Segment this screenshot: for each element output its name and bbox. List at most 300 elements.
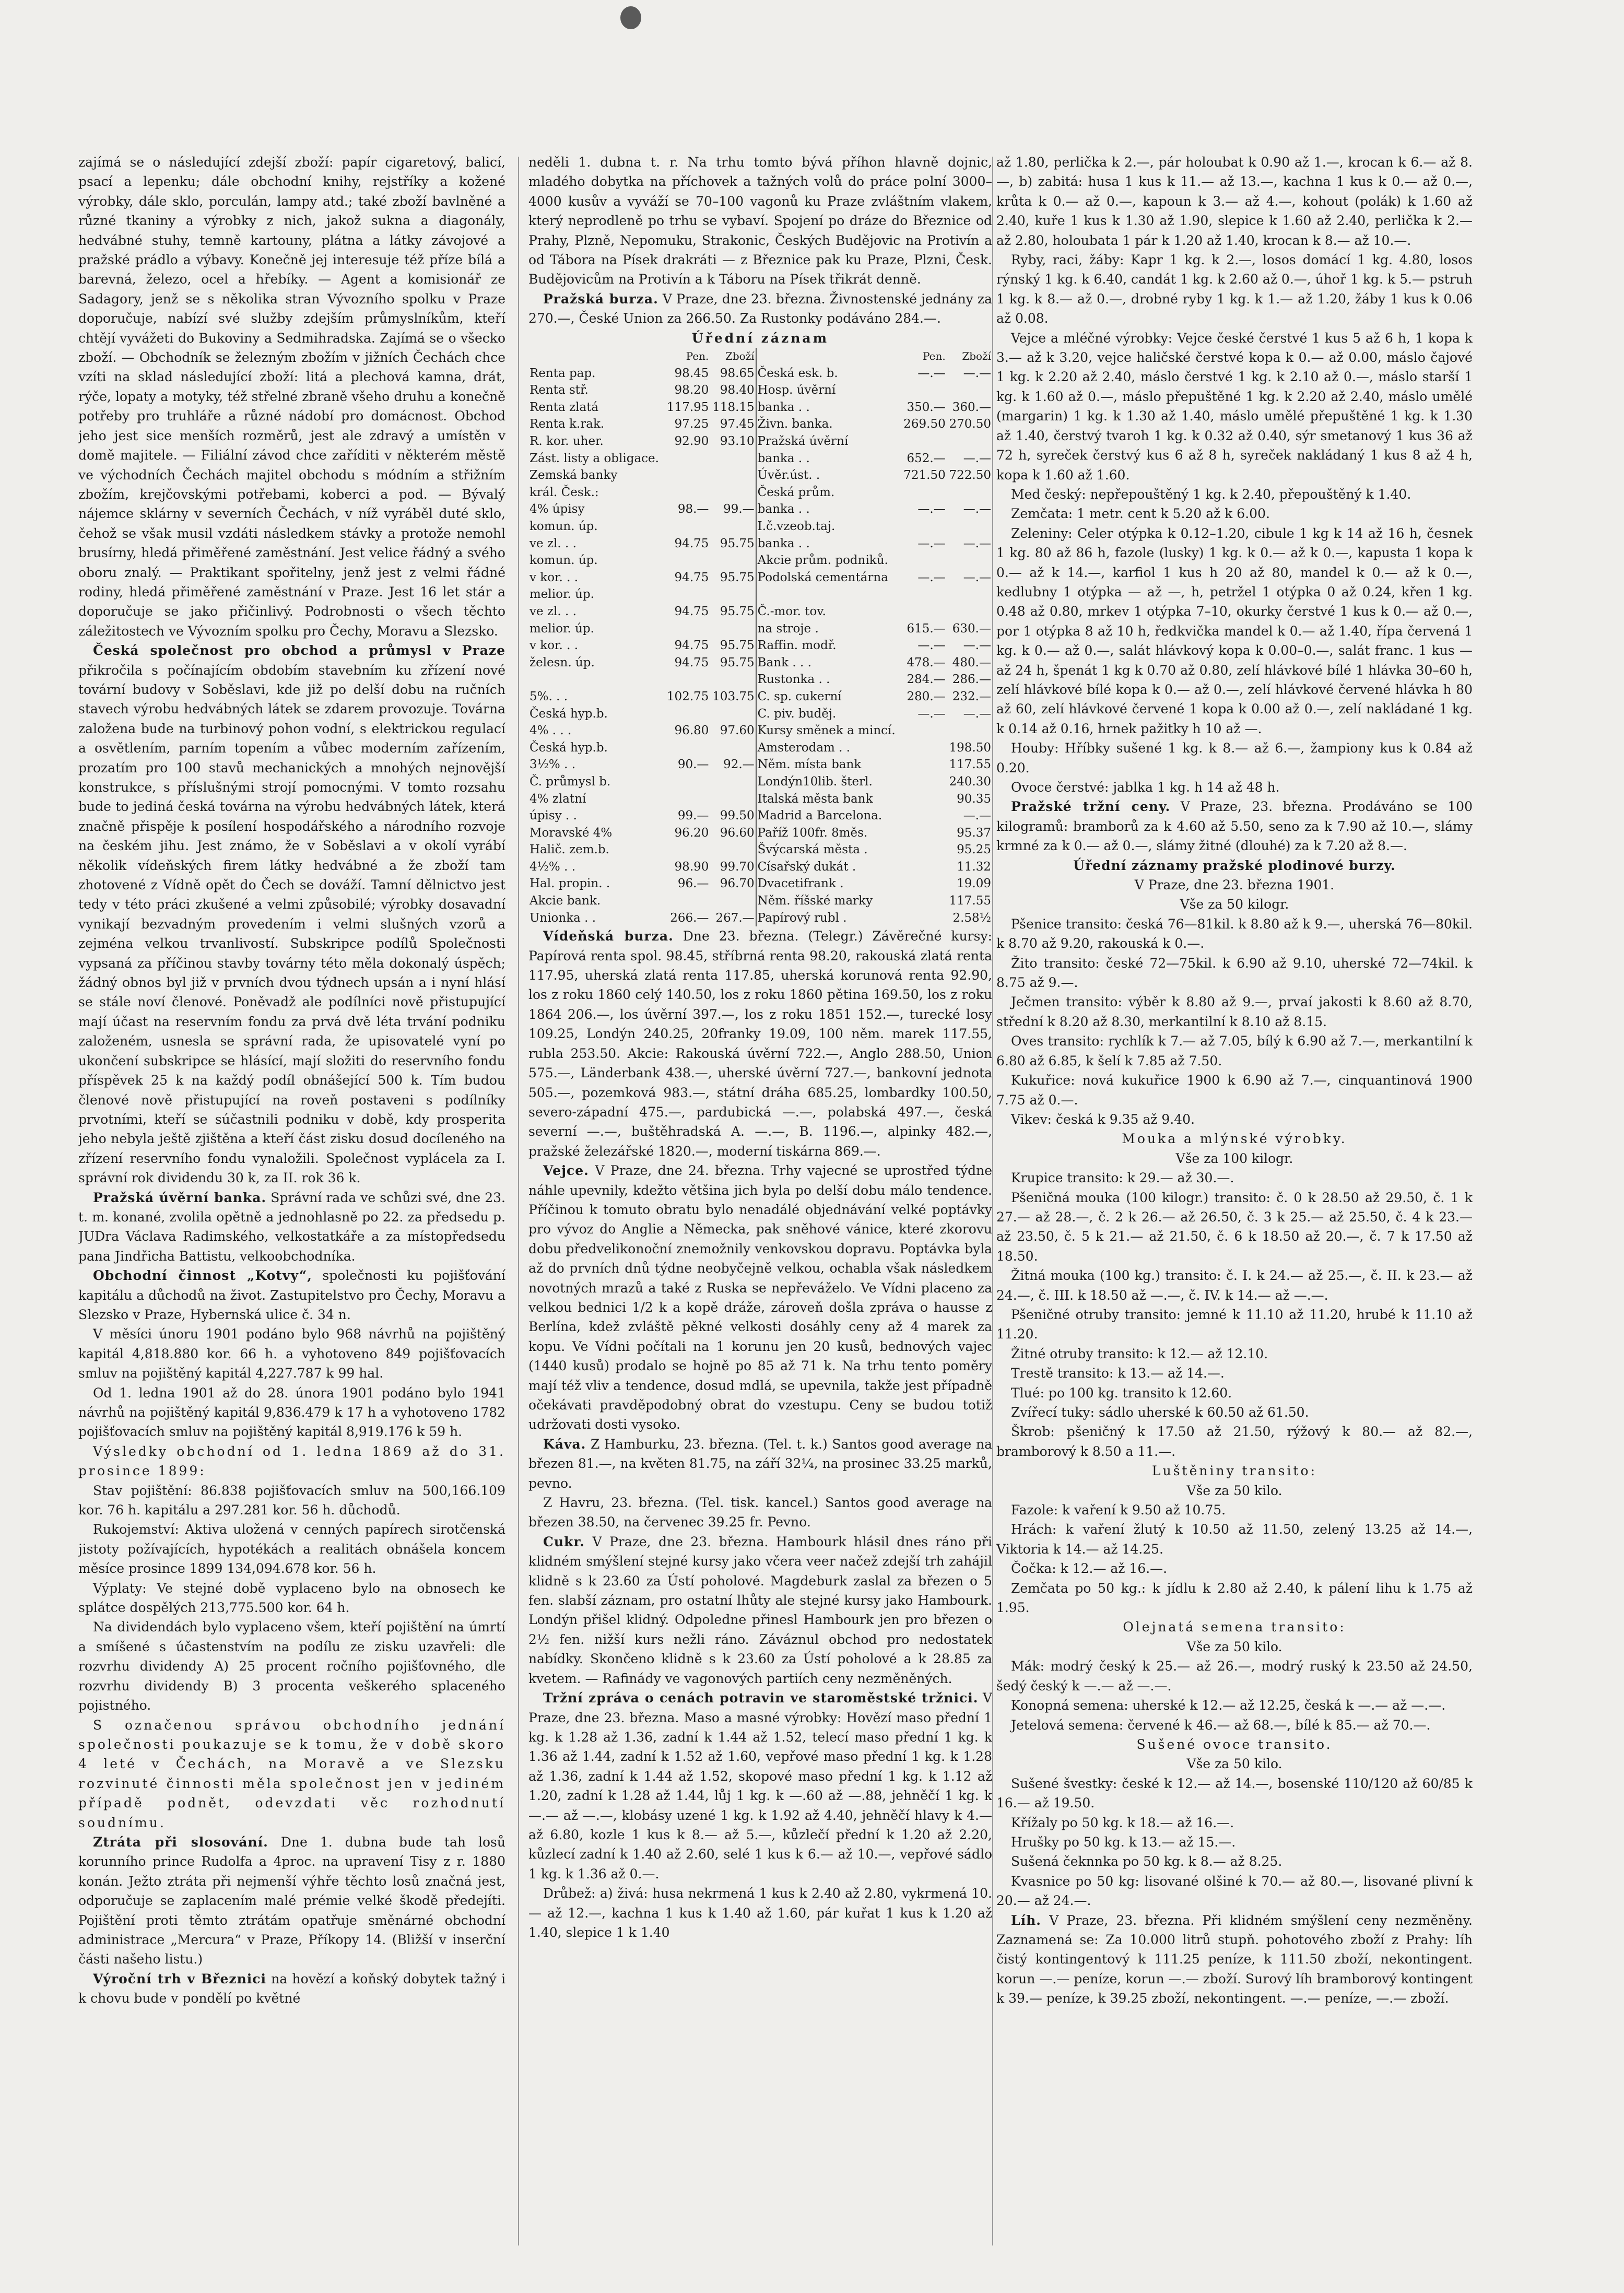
table-cell: —.—	[963, 570, 991, 584]
article-text: přikročila s počínajícím obdobím stavebním ku zřízení nové tovární budovy v Soběslavi, kde již po delší dobu na ručních stavech výrobu hedvábných látek se zdarem provozuje. Továrna založena bude na turbinový pohon vodní, s elektrickou regulací a osvětlením, parním topením a vůbec moderním zařízením, prozatím pro 100 stavů mechanických a mnohých nejnovější konstrukce, s příslušnými strojí pomocnými. V tomto rozsahu bude to jediná česká továrna na výrobu hedvábných látek, která značně přispěje k posílení hospodářského a národního rozvoje na českém jihu. Jest známo, že v Soběslavi a v okolí vyrábí několik vídeňských firem látky hedvábné a že zboží tam zhotovené z Vídně opět do Čech se dováží. Tamní dělnictvo jest tedy v této práci zkušené a velmi způsobilé; výrobky dosavadní vynikají bezvadným provedením i velmi slušných vzorů a zejména velkou trvanlivostí. Subskripce podílů Společnosti vypsaná za příčinou stavby továrny této měla dokonalý úspěch; žádný obnos byl již v prvních dvou týdnech upsán a i nyní hlásí se stále noví členové. Poněvadž ale podílníci nově přistupující mají účast na reservním fondu za prvá dvě léta trvání podniku založeném, usnesla se správní rada, že upisovatelé vyní po ukončení subskripce se hlásící, mají složiti do reservního fondu příspěvek 25 k na každý podíl obnášející 500 k. Tím budou členové nově přistupující na roveň postaveni s podílníky prvotními, kteří se súčastnili podniku v době, kdy prosperita jeho nebyla ještě zjištěna a kteří část zisku dosud docíleného na zřízení reservního fondu vynaložili. Společnost vyplácela za I. správní rok dividendu 30 k, za II. rok 36 k.	[78, 662, 505, 1186]
table-cell: Unionka . .	[529, 911, 596, 925]
table-row	[528, 671, 992, 688]
section-heading: Mouka a mlýnské výrobky.	[1122, 1131, 1347, 1147]
table-cell: —.—	[917, 707, 946, 721]
oats-prices: Oves transito: rychlík k 7.— až 7.05, bílý k 6.90 až 7.—, merkantilní k 6.80 až 6.85, k šelí k 7.85 až 7.50.	[996, 1033, 1473, 1068]
dateline: V Praze, dne 23. března 1901.	[1134, 877, 1335, 893]
poppy-prices: Mák: modrý český k 25.— až 26.—, modrý ruský k 23.50 až 24.50, šedý český k —.— až —.—.	[996, 1659, 1473, 1694]
table-cell: 103.75	[710, 688, 756, 705]
export-society-text: zajímá se o následující zdejší zboží: papír cigaretový, balicí, psací a lepenku; dále obchodní knihy, rejstříky a kožené výrobky, dále sklo, porculán, lampy atd.; také zboží bavlněné a různé tkaniny a výrobky z nich, jakož sukna a diagonály, hedvábné stuhy, temně kartouny, plátna a látky závojové a pražské prádlo a výbavy. Konečně jej interesuje též příze bílá a barevná, železo, ocel a hřebíky. — Agent a komisionář ze Sadagory, jenž se s několika stran Vývozního spolku v Praze doporučuje, nabízí své služby zdejším průmyslníkům, kteří chtějí vyvážeti do Bukoviny a Sedmihradska. Zajímá se o všecko zboží. — Obchodník se železným zbožím v jižních Čechách chce vzíti na sklad následující zboží: litá a plechová kamna, drát, rýče, lopaty a motyky, též střelné zbraně všeho druhu a konečně potřeby pro truhláře a různé nádobí pro domácnost. Obchod jeho jest sice menších rozměrů, jest ale zdravý a umístěn v domě majitele. — Filiální závod chce zaříditi v některém městě ve východních Čechách majitel obchodu s módním a střižním zbožím, krejčovskými potřebami, koberci a pod. — Bývalý nájemce sklárny v severních Čechách, v níž vyráběl duté sklo, čehož se však musil vzdáti následkem stávky a protože nemohl brusírny, hledá přiměřené zaměstnání. Jest velice řádný a svého oboru znalý. — Praktikant spořitelny, jenž jest z velmi řádné rodiny, hledá přiměřené zaměstnání v Praze. Jest 16 let stár a doporučuje se jako přičinlivý. Podrobnosti o všech těchto záležitostech ve Vývozním spolku pro Čechy, Moravu a Slezsko.	[78, 155, 505, 639]
fish-prices: Ryby, raci, žáby: Kapr 1 kg. k 2.—, losos domácí 1 kg. 4.80, losos rýnský 1 kg. k 6.40, candát 1 kg. k 2.60 až 0.—, úhoř 1 kg. k 5.— pstruh 1 kg. k 8.— až 0.—, drobné ryby 1 kg. k 1.— až 1.20, žáby 1 kus k 0.06 až 0.08.	[996, 252, 1473, 326]
table-cell: —.—	[963, 707, 991, 721]
table-cell	[710, 518, 756, 535]
table-cell: 94.75	[674, 536, 709, 550]
table-cell: 286.—	[952, 673, 991, 687]
article-paragraph: Drůbež: a) živá: husa nekrmená 1 kus k 2.40 až 2.80, vykrmená 10.— až 12.—, kachna 1 kus k 1.40 až 1.60, pár kuřat 1 kus k 1.20 až 1.40, slepice 1 k 1.40	[528, 1886, 992, 1940]
table-cell: Zást. listy a obligace.	[529, 451, 659, 465]
section-heading: Luštěniny transito:	[1152, 1463, 1317, 1479]
table-cell	[901, 586, 946, 603]
table-cell: 95.75	[710, 637, 756, 654]
table-cell: Bank . . .	[757, 655, 811, 669]
table-cell: 19.09	[957, 877, 991, 891]
article-text: V Praze, dne 23. března. Živnostenské jednány za 270.—, České Union za 266.50. Za Rustonky podáváno 284.—.	[528, 291, 992, 326]
column-2	[528, 152, 992, 2257]
table-cell: banka . .	[757, 400, 810, 414]
hemp-prices: Konopná semena: uherské k 12.— až 12.25, česká k —.— až —.—.	[1011, 1698, 1446, 1713]
table-cell: 240.30	[949, 774, 991, 789]
table-cell	[901, 518, 946, 535]
table-row	[528, 637, 992, 654]
article-paragraph: Od 1. ledna 1901 až do 28. února 1901 podáno bylo 1941 návrhů na pojištěný kapitál 9,836.479 k 17 h a vyhotoveno 1782 pojišťovacích smluv na pojištěný kapitál 8,919.176 k 59 h.	[78, 1385, 505, 1440]
article-paragraph: Z Havru, 23. března. (Tel. tisk. kancel.) Santos good average na březen 38.50, na červenec 39.25 fr. Pevno.	[528, 1495, 992, 1530]
clover-prices: Jetelová semena: červené k 46.— až 68.—, bílé k 85.— až 70.—.	[1011, 1717, 1431, 1733]
table-cell	[947, 586, 992, 603]
section-heading: Olejnatá semena transito:	[1123, 1619, 1346, 1635]
article-text: V Praze, dne 23. března. Hambourk hlásil dnes ráno při klidném smýšlení stejné kursy jako včera veer načež zdejší trh zahájil klidně s k 23.60 za Ústí poholové. Magdeburk zaslal za březen o 5 fen. slabší záznam, pro ostatní lhůty ale stejné kursy jako Hambourk. Londýn přišel klidný. Odpoledne přinesl Hambourk jen pro březen o 2½ fen. nižší kurs nežli ráno. Záváznul obchod pro nedostatek nabídky. Skončeno klidně s k 23.60 za Ústí poholové a k 28.85 za kvetem. — Rafinády ve vagonových partiích ceny nezměněných.	[528, 1534, 992, 1686]
table-cell	[710, 791, 756, 808]
table-cell: Něm. říšské marky	[757, 894, 873, 908]
table-cell	[710, 450, 756, 467]
table-cell: 96.70	[710, 875, 756, 892]
table-cell: 92.90	[674, 434, 709, 449]
table-cell: Č. průmysl b.	[529, 774, 611, 789]
article-text: V Praze, 23. března. Při klidném smýšlení ceny nezměněny. Zaznamená se: Za 10.000 litrů stupň. pohotového zboží z Prahy: líh čistý kontingentový k 111.25 peníze, k 111.50 zboží, nekontingent. korun —.— peníze, korun —.— zboží. Surový líh bramborový kontingent k 39.— peníze, k 39.25 zboží, nekontingent. —.— peníze, —.— zboží.	[996, 1912, 1473, 2006]
article-fair-continued: neděli 1. dubna t. r. Na trhu tomto bývá příhon hlavně dojnic, mladého dobytka na příchovek a tažných volů do práce polní 3000–4000 kusův a vyváží se 70–100 vagonů ku Praze zvláštním vlakem, který neprodleně po trhu se vybaví. Spojení po dráze do Březnice od Prahy, Plzně, Nepomuku, Strakonic, Českých Budějovic na Protivín a od Tábora na Písek drakráti — z Březnice pak ku Praze, Plzni, Česk. Budějovicům na Protivín a k Táboru na Písek třikrát denně.	[528, 155, 992, 287]
table-cell: 96.60	[710, 825, 756, 842]
table-cell	[710, 552, 756, 569]
wheat-prices: Pšenice transito: česká 76—81kil. k 8.80 až k 9.—, uherská 76—80kil. k 8.70 až 9.20, rakouská k 0.—.	[996, 916, 1473, 951]
article-paragraph: Výplaty: Ve stejné době vyplaceno bylo na obnosech ke splátce dospělých 213,775.500 kor. 64 h.	[78, 1580, 505, 1616]
article-spirits	[996, 1911, 1473, 2008]
table-row	[528, 892, 992, 910]
table-cell: Úvěr.úst. .	[757, 468, 820, 483]
article-paragraph: Rukojemství: Aktiva uložená v cenných papírech sirotčenská jistoty požívajících, hypotékách a realitách obnášela koncem měsíce prosince 1899 134,094.678 kor. 56 h.	[78, 1522, 505, 1577]
table-cell: Renta pap.	[529, 366, 596, 380]
table-cell: v kor. . .	[529, 639, 579, 653]
table-cell: Italská města bank	[757, 792, 873, 806]
table-cell: Moravské 4%	[529, 826, 613, 840]
table-cell: 98.40	[710, 382, 756, 399]
table-cell: 95.75	[710, 654, 756, 672]
table-cell: Dvacetifrank .	[757, 877, 844, 891]
table-header-cell: Zboží	[710, 348, 756, 365]
table-cell: C. sp. cukerní	[757, 689, 842, 703]
poultry-prices: až 1.80, perlička k 2.—, pár holoubat k 0.90 až 1.—, krocan k 6.— až 8.—, b) zabitá: husa 1 kus k 11.— až 13.—, kachna 1 kus k 0.— až 0.—, krůta k 0.— až 0.—, kapoun k 3.— až 4.—, kohout (polák) k 1.60 až 2.40, kuře 1 kus k 1.30 až 1.90, slepice k 1.60 až 2.40, perlička k 2.— až 2.80, holoubata 1 pár k 1.20 až 1.40, krocan k 8.— až 10.—.	[996, 155, 1473, 248]
table-header-cell: Pen.	[686, 350, 709, 363]
table-cell	[664, 892, 710, 910]
table-row	[528, 654, 992, 672]
table-cell: 95.75	[710, 569, 756, 586]
table-cell: 95.25	[957, 843, 991, 857]
table-cell: 270.50	[949, 417, 991, 431]
table-cell: —.—	[963, 639, 991, 653]
table-cell: Rustonka . .	[757, 673, 830, 687]
table-cell: 99.50	[710, 807, 756, 825]
table-row	[528, 552, 992, 569]
table-cell: 95.75	[710, 603, 756, 620]
article-text: Dne 23. března. (Telegr.) Závěrečné kursy: Papírová renta spol. 98.45, stříbrná renta 98.20, rakouská zlatá renta 117.95, uherská zlatá renta 117.85, uherská korunová renta 92.90, los z roku 1860 celý 140.50, los z roku 1860 pětina 169.50, los z roku 1864 206.—, los úvěrní 397.—, los z roku 1851 152.—, turecké losy 109.25, Londýn 240.25, 20franky 19.09, 100 něm. marek 117.55, rubla 253.50. Akcie: Rakouská úvěrní 722.—, Anglo 288.50, Union 575.—, Länderbank 438.—, uherské úvěrní 727.—, bankovní jednota 505.—, pozemková 983.—, státní dráha 685.25, lombardky 100.50, severo-západní 475.—, pardubická —.—, polabská 497.—, česká severní —.—, buštěhradská A. —.—, B. 1196.—, alpinky 482.—, pražské železářské 1820.—, moderní tiskárna 869.—.	[528, 928, 992, 1159]
table-cell: 102.75	[666, 689, 709, 703]
table-row	[528, 450, 992, 467]
table-cell: 94.75	[674, 639, 709, 653]
table-cell: Kursy směnek a mincí.	[757, 724, 896, 738]
table-cell: banka . .	[757, 502, 810, 516]
article-fair	[78, 1969, 505, 2008]
table-cell: 98.—	[677, 502, 709, 516]
table-cell: Živn. banka.	[757, 417, 833, 431]
table-cell: 4% úpisy	[529, 502, 585, 516]
table-header-cell: Pen.	[923, 350, 946, 363]
article-paragraph: S označenou správou obchodního jednání společnosti poukazuje se k tomu, že v době skoro 4 leté v Čechách, na Moravě a ve Slezsku rozvinuté činnosti měla společnost jen v jediném případě podnět, odevzdati věc rozhodnutí soudnímu.	[78, 1717, 505, 1830]
table-cell: —.—	[963, 366, 991, 380]
table-cell: 4% . . .	[529, 724, 572, 738]
table-cell: 93.10	[710, 433, 756, 450]
table-cell	[710, 484, 756, 501]
table-cell	[901, 825, 946, 842]
table-row	[528, 841, 992, 859]
table-cell: Zemská banky	[529, 468, 618, 483]
headline: Káva.	[543, 1436, 586, 1452]
starch-prices: Škrob: pšeničný k 17.50 až 21.50, rýžový k 80.— až 82.—, bramborový k 8.50 a 11.—.	[996, 1424, 1473, 1459]
semolina-prices: Krupice transito: k 29.— až 30.—.	[1011, 1170, 1234, 1186]
table-cell: Česká hyp.b.	[529, 740, 608, 755]
table-cell: 96.—	[677, 877, 709, 891]
punch-hole	[620, 6, 641, 29]
column-rule-1	[518, 157, 519, 2245]
table-row	[528, 756, 992, 773]
table-cell: Renta stř.	[529, 383, 589, 397]
table-header-cell	[756, 348, 901, 365]
article-kotva	[78, 1266, 505, 1324]
unit-note: Vše za 50 kilo.	[1186, 1483, 1282, 1498]
table-cell: 118.15	[710, 399, 756, 416]
table-cell: Císařský dukát .	[757, 860, 856, 874]
peas-prices: Hrách: k vaření žlutý k 10.50 až 11.50, zelený 13.25 až 14.—, Viktoria k 14.— až 14.25.	[996, 1522, 1473, 1557]
chicory-prices: Sušená čeknnka po 50 kg. k 8.— až 8.25.	[1011, 1854, 1282, 1869]
table-cell: komun. úp.	[529, 520, 598, 533]
table-cell: 615.—	[907, 621, 946, 636]
column-1	[78, 152, 505, 2257]
table-cell: 652.—	[907, 451, 946, 465]
barley-prices: Ječmen transito: výběr k 8.80 až 9.—, prvaí jakosti k 8.60 až 8.70, střední k 8.20 až 8.30, merkantilní k 8.10 až 8.15.	[996, 994, 1473, 1029]
table-cell: Hal. propin. .	[529, 877, 610, 891]
table-row	[528, 875, 992, 892]
table-cell: C. piv. buděj.	[757, 707, 837, 721]
table-row	[528, 382, 992, 399]
table-row	[528, 603, 992, 620]
table-row	[528, 399, 992, 416]
table-cell: král. Česk.:	[529, 485, 599, 499]
headline: Cukr.	[543, 1534, 585, 1549]
table-cell: Amsterodam . .	[757, 740, 851, 755]
beans-prices: Fazole: k vaření k 9.50 až 10.75.	[1011, 1502, 1226, 1518]
table-cell: 3½% . .	[529, 758, 576, 772]
table-cell	[664, 620, 710, 638]
table-cell: Česká prům.	[757, 485, 835, 499]
table-row	[528, 365, 992, 382]
table-cell	[664, 739, 710, 757]
headline: Ztráta při slosování.	[93, 1834, 268, 1850]
table-cell: Podolská cementárna	[757, 570, 888, 584]
table-cell	[901, 875, 946, 892]
article-bank-board	[78, 1188, 505, 1266]
table-row	[528, 484, 992, 501]
table-cell	[664, 552, 710, 569]
table-cell: 98.65	[710, 365, 756, 382]
table-row	[528, 501, 992, 518]
table-cell	[710, 705, 756, 723]
article-paragraph: Stav pojištění: 86.838 pojišťovacích smluv na 500,166.109 kor. 76 h. kapitálu a 297.281 kor. 56 h. důchodů.	[78, 1483, 505, 1518]
fruit-prices: Ovoce čerstvé: jablka 1 kg. h 14 až 48 h.	[1011, 780, 1280, 795]
table-cell	[947, 382, 992, 399]
table-cell: —.—	[963, 536, 991, 550]
table-cell: 721.50	[903, 468, 946, 483]
column-3	[996, 152, 1473, 2257]
table-cell: 96.20	[674, 826, 709, 840]
table-cell	[710, 467, 756, 484]
table-cell: 480.—	[952, 655, 991, 669]
article-paragraph: Výsledky obchodní od 1. ledna 1869 až do 31. prosince 1899:	[78, 1443, 505, 1479]
article-text: Z Hamburku, 23. března. (Tel. t. k.) Santos good average na březen 81.—, na květen 81.75, na září 32¼, na prosinec 33.25 marků, pevno.	[528, 1436, 992, 1491]
table-cell	[901, 841, 946, 859]
table-row	[528, 773, 992, 791]
article-market-report	[528, 1688, 992, 1884]
table-cell	[901, 603, 946, 620]
table-cell: Něm. místa bank	[757, 758, 862, 772]
article-text: V Praze, dne 23. března. Maso a masné výrobky: Hovězí maso přední 1 kg. k 1.28 až 1.36, zadní k 1.44 až 1.52, telecí maso přední 1 kg. k 1.36 až 1.44, zadní k 1.52 až 1.60, vepřové maso přední 1 kg. k 1.28 až 1.36, zadní k 1.44 až 1.52, skopové maso přední 1 kg. k 1.12 až 1.20, zadní k 1.28 až 1.44, lůj 1 kg. k —.60 až —.88, jehněčí 1 kg. k —.— až —.—, klobásy uzené 1 kg. k 1.92 až 4.40, jehněčí hlavy k 4.— až 6.80, kozle 1 kus k 8.— až 5.—, kůzlečí přední k 1.20 až 2.20, kůzlecí zadní k 1.40 až 2.60, selé 1 kus k 6.— až 10.—, vepřové sádlo 1 kg. k 1.36 až 0.—.	[528, 1690, 992, 1882]
wheat-flour-prices: Pšeničná mouka (100 kilogr.) transito: č. 0 k 28.50 až 29.50, č. 1 k 27.— až 28.—, č. 2 k 26.— až 26.50, č. 3 k 25.— až 25.50, č. 4 k 23.— až 23.50, č. 5 k 21.— až 21.50, č. 6 k 18.50 až 20.—, č. 7 k 17.50 až 18.50.	[996, 1190, 1473, 1264]
headline: Česká společnost pro obchod a průmysl v Praze	[93, 643, 505, 658]
table-cell: na stroje .	[757, 621, 819, 636]
tlue-prices: Tlué: po 100 kg. transito k 12.60.	[1011, 1385, 1232, 1401]
table-cell: 269.50	[903, 417, 946, 431]
article-sugar	[528, 1532, 992, 1688]
table-cell: banka . .	[757, 451, 810, 465]
table-row	[528, 586, 992, 603]
table-cell: 5%. . .	[529, 689, 568, 703]
table-cell	[710, 841, 756, 859]
table-row	[528, 739, 992, 757]
table-cell: 97.25	[674, 417, 709, 431]
table-cell	[947, 722, 992, 739]
table-cell	[664, 450, 710, 467]
table-cell	[901, 552, 946, 569]
table-cell	[901, 756, 946, 773]
table-cell	[947, 433, 992, 450]
article-eggs	[528, 1161, 992, 1434]
rye-flour-prices: Žitná mouka (100 kg.) transito: č. I. k 24.— až 25.—, č. II. k 23.— až 24.—, č. III. k 18.50 až —.—, č. IV. k 14.— až —.—.	[996, 1268, 1473, 1303]
vetch-prices: Vikev: česká k 9.35 až 9.40.	[1011, 1111, 1195, 1127]
table-cell: banka . .	[757, 536, 810, 550]
table-row	[528, 825, 992, 842]
table-cell: 232.—	[952, 689, 991, 703]
table-title: Úřední záznam	[691, 330, 829, 346]
article-prague-market	[996, 797, 1473, 855]
table-cell: 90.35	[957, 792, 991, 806]
table-cell	[901, 484, 946, 501]
table-cell: Paříž 100fr. 8měs.	[757, 826, 868, 840]
wheat-bran-prices: Pšeničné otruby transito: jemné k 11.10 až 11.20, hrubé k 11.10 až 11.20.	[996, 1307, 1473, 1342]
table-cell: Madrid a Barcelona.	[757, 809, 882, 823]
table-cell: 96.80	[674, 724, 709, 738]
table-cell: R. kor. uher.	[529, 434, 604, 449]
table-cell: —.—	[963, 502, 991, 516]
table-cell: komun. úp.	[529, 554, 598, 568]
table-cell	[901, 910, 946, 927]
table-row	[528, 722, 992, 739]
table-cell: 99.—	[710, 501, 756, 518]
table-cell: —.—	[917, 536, 946, 550]
table-cell: 98.90	[674, 860, 709, 874]
article-prague-exchange	[528, 289, 992, 328]
table-cell: —.—	[917, 570, 946, 584]
table-row	[528, 518, 992, 535]
headline: Obchodní činnost „Kotvy“,	[93, 1268, 312, 1284]
article-text: společnosti ku pojišťování kapitálu a důchodů na život. Zastupitelstvo pro Čechy, Moravu a Slezsko v Praze, Hybernská ulice č. 34 n.	[78, 1268, 505, 1322]
table-cell: Akcie prům. podniků.	[757, 554, 888, 568]
table-cell: Renta k.rak.	[529, 417, 605, 431]
table-cell	[947, 484, 992, 501]
table-cell: 92.—	[710, 756, 756, 773]
headline: Pražská úvěrní banka.	[93, 1190, 267, 1205]
table-cell: 630.—	[952, 621, 991, 636]
table-cell	[664, 705, 710, 723]
table-header-cell: Zboží	[962, 350, 991, 363]
table-cell	[664, 586, 710, 603]
rye-bran-prices: Žitné otruby transito: k 12.— až 12.10.	[1011, 1346, 1268, 1361]
table-cell: 90.—	[677, 758, 709, 772]
table-cell	[901, 892, 946, 910]
table-cell: ve zl. . .	[529, 604, 576, 618]
unit-note: Vše za 100 kilogr.	[1175, 1150, 1293, 1166]
table-cell	[710, 620, 756, 638]
table-cell: 350.—	[907, 400, 946, 414]
table-cell	[710, 892, 756, 910]
table-cell: melior. úp.	[529, 621, 594, 636]
table-cell: 117.55	[949, 894, 991, 908]
table-cell: želesn. úp.	[529, 655, 595, 669]
table-cell	[664, 518, 710, 535]
table-cell: Pražská úvěrní	[757, 434, 849, 449]
headline: Pražské tržní ceny.	[1011, 799, 1171, 815]
table-cell	[710, 739, 756, 757]
table-cell	[947, 603, 992, 620]
table-cell: ve zl. . .	[529, 536, 576, 550]
table-cell: 2.58½	[952, 911, 991, 925]
table-cell: Česká hyp.b.	[529, 707, 608, 721]
table-cell: —.—	[917, 366, 946, 380]
table-row	[528, 535, 992, 552]
table-cell: 4½% . .	[529, 860, 576, 874]
table-cell	[664, 467, 710, 484]
table-cell: Hosp. úvěrní	[757, 383, 836, 397]
table-cell: Papírový rubl .	[757, 911, 847, 925]
corn-prices: Kukuřice: nová kukuřice 1900 k 6.90 až 7.—, cinquantinová 1900 7.75 až 0.—.	[996, 1073, 1473, 1108]
article-coffee	[528, 1434, 992, 1493]
article-lottery	[78, 1832, 505, 1969]
table-cell	[710, 586, 756, 603]
table-cell	[756, 586, 901, 603]
headline: Líh.	[1011, 1912, 1041, 1928]
table-cell	[664, 671, 710, 688]
table-cell	[664, 484, 710, 501]
table-cell: 284.—	[907, 673, 946, 687]
potato-50kg-prices: Zemčata po 50 kg.: k jídlu k 2.80 až 2.40, k pálení lihu k 1.75 až 1.95.	[996, 1580, 1473, 1616]
yeast-prices: Kvasnice po 50 kg: lisované olšiné k 70.— až 80.—, lisované plivní k 20.— až 24.—.	[996, 1873, 1473, 1909]
table-row	[528, 859, 992, 876]
table-cell: 117.95	[666, 400, 709, 414]
unit-note: Vše za 50 kilogr.	[1180, 897, 1289, 912]
article-text: Dne 1. dubna bude tah losů korunního prince Rudolfa a 4proc. na upravení Tisy z r. 1880 konán. Ježto ztráta při nejmenší výhře těchto losů značná jest, odporučuje se zaplacením malé prémie velké škodě předejíti. Pojištění proti těmto ztrátám opatřuje směnárné obchodní administrace „Mercura“ v Praze, Příkopy 14. (Bližší v inserční části našeho listu.)	[78, 1834, 505, 1967]
table-row	[528, 910, 992, 927]
honey-prices: Med český: nepřepouštěný 1 kg. k 2.40, přepouštěný k 1.40.	[1011, 486, 1411, 502]
table-cell: 98.45	[674, 366, 709, 380]
table-row	[528, 416, 992, 433]
table-cell: Česká esk. b.	[757, 366, 838, 380]
article-text: V Praze, 23. března. Prodáváno se 100 kilogramů: bramborů za k 4.60 až 5.50, seno za k 7.90 až 10.—, slámy krmné za k 0.— až 0.—, slámy žitné (dlouhé) za k 7.20 až 8.—.	[996, 799, 1473, 854]
table-cell: Švýcarská města .	[757, 843, 868, 857]
table-cell: 94.75	[674, 570, 709, 584]
table-cell: 95.37	[957, 826, 991, 840]
table-cell: 267.—	[710, 910, 756, 927]
table-header-cell	[528, 348, 664, 365]
table-cell	[901, 382, 946, 399]
table-cell	[901, 807, 946, 825]
table-cell: 198.50	[949, 740, 991, 755]
exchange-rates-table	[528, 348, 992, 926]
table-cell: 360.—	[952, 400, 991, 414]
table-cell: 117.55	[949, 758, 991, 772]
table-row	[528, 433, 992, 450]
table-cell	[901, 433, 946, 450]
fat-prices: Zvířecí tuky: sádlo uherské k 60.50 až 61.50.	[1011, 1405, 1309, 1420]
pear-prices: Hrušky po 50 kg. k 13.— až 15.—.	[1011, 1834, 1236, 1850]
headline: Vídeňská burza.	[543, 928, 674, 944]
table-cell	[947, 552, 992, 569]
table-cell: 280.—	[907, 689, 946, 703]
table-row	[528, 807, 992, 825]
article-text: Správní rada ve schůzi své, dne 23. t. m. konané, zvolila opětně a jednohlasně po 22. za předsedu p. JUDra Václava Radimského, velkostatkáře a za místopředsedu pana Jindřicha Battistu, velkoobchodníka.	[78, 1190, 505, 1264]
table-cell	[901, 739, 946, 757]
table-row	[528, 620, 992, 638]
table-cell: Londýn10lib. šterl.	[757, 774, 873, 789]
table-cell	[901, 859, 946, 876]
section-heading: Sušené ovoce transito.	[1136, 1736, 1333, 1752]
mushroom-prices: Houby: Hříbky sušené 1 kg. k 8.— až 6.—, žampiony kus k 0.84 až 0.20.	[996, 740, 1473, 775]
table-cell	[664, 791, 710, 808]
table-cell: Č.-mor. tov.	[757, 604, 826, 618]
table-cell: I.č.vzeob.taj.	[757, 520, 835, 533]
table-cell: 95.75	[710, 535, 756, 552]
trestle-prices: Trestě transito: k 13.— až 14.—.	[1011, 1366, 1225, 1381]
table-cell: 99.70	[710, 859, 756, 876]
table-cell: —.—	[963, 451, 991, 465]
table-cell: melior. úp.	[529, 587, 594, 602]
table-cell: 4% zlatní	[529, 792, 586, 806]
unit-note: Vše za 50 kilo.	[1186, 1639, 1282, 1654]
rye-prices: Žito transito: české 72—75kil. k 6.90 až 9.10, uherské 72—74kil. k 8.75 až 9.—.	[996, 955, 1473, 991]
article-text: V Praze, dne 24. března. Trhy vajecné se uprostřed týdne náhle upevnily, kdežto většina jich byla po delší dobu málo tendence. Příčinou k tomuto obratu bylo nenadálé objednávání velké poptávky pro vývoz do Anglie a Německa, pak sněhové vánice, které zkorovu dobu předvelikonoční znemožnily venkovskou dopravu. Poptávka byla až do prvních dnů týdne neobyčejně velkou, ochabla však následkem novotných mrazů a také z Ruska se nepřeváželo. Ve Vídni placeno za velkou bednici 1/2 k a kopě dráže, zároveň došla zpráva o hausse z Berlína, kdež zvláště pěkné velkosti dosáhly ceny až 4 marek za kopu. Ve Vídni počítali na 1 korunu jen 20 kusů, bednových vajec (1440 kusů) prodalo se hojně po 85 až 71 k. Na trhu tento poměry mají též vliv a tendence, dosud mdlá, se upevnila, takže jest případně očekávati pravděpodobný obrat do vzestupu. Ceny se budou totiž udržovati dosti vysoko.	[528, 1163, 992, 1432]
table-cell: úpisy . .	[529, 809, 577, 823]
article-text: na hovězí a koňský dobytek tažný i k chovu bude v pondělí po květné	[78, 1971, 505, 2006]
dairy-prices: Vejce a mléčné výrobky: Vejce české čerstvé 1 kus 5 až 6 h, 1 kopa k 3.— až k 3.20, vejce haličské čerstvé kopa k 0.— až 0.00, máslo čajové 1 kg. k 2.20 až 2.40, máslo čerstvé 1 kg. k 2.10 až 0.—, máslo starší 1 kg. k 1.60 až 0.—, máslo přepuštěné 1 kg. k 2.20 až 2.40, máslo umělé (margarin) 1 kg. k 1.30 až 1.40, máslo umělé přepuštěné 1 kg. k 1.30 až 1.40, čerstvý tvaroh 1 kg. k 0.32 až 0.40, sýr smetanový 1 kus 36 až 72 h, syreček čerstvý kus 6 až 8 h, syreček nakládaný 1 kus 8 až 4 h, kopa k 1.60 až 1.60.	[996, 330, 1473, 483]
table-cell: 94.75	[674, 655, 709, 669]
table-cell	[664, 773, 710, 791]
table-cell: Akcie bank.	[529, 894, 601, 908]
table-cell	[901, 791, 946, 808]
table-cell: Halič. zem.b.	[529, 843, 609, 857]
headline: Tržní zpráva o cenách potravin ve staroměstské tržnici.	[543, 1690, 979, 1706]
